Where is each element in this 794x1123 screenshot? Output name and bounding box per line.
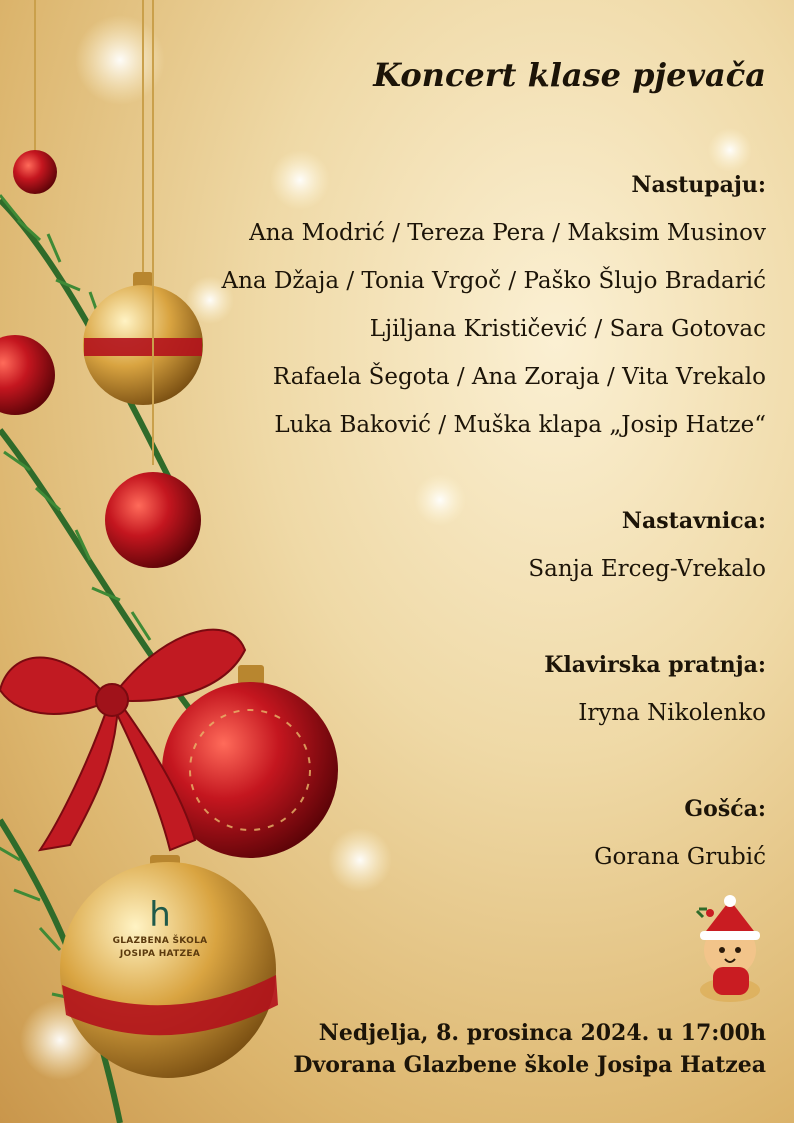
school-logo (80, 895, 240, 961)
logo-mark: h (149, 895, 171, 935)
event-date-time: Nedjelja, 8. prosinca 2024. u 17:00h (318, 1020, 766, 1046)
teacher-heading: Nastavnica: (621, 508, 766, 534)
guest-name: Gorana Grubić (594, 844, 766, 870)
performers-line: Ana Modrić / Tereza Pera / Maksim Musinov (249, 220, 766, 246)
performers-line: Rafaela Šegota / Ana Zoraja / Vita Vrekalo (272, 364, 766, 390)
santa-cat-icon (697, 895, 760, 1002)
event-venue: Dvorana Glazbene škole Josipa Hatzea (293, 1052, 766, 1078)
logo-line-1: GLAZBENA ŠKOLA (112, 936, 208, 946)
piano-name: Iryna Nikolenko (578, 700, 766, 726)
performers-heading: Nastupaju: (631, 172, 766, 198)
performers-line: Ana Džaja / Tonia Vrgoč / Paško Šlujo Bradarić (221, 268, 766, 294)
performers-line: Ljiljana Krističević / Sara Gotovac (369, 316, 766, 342)
teacher-name: Sanja Erceg-Vrekalo (528, 556, 766, 582)
piano-heading: Klavirska pratnja: (544, 652, 766, 678)
guest-heading: Gošća: (684, 796, 766, 822)
performers-line: Luka Baković / Muška klapa „Josip Hatze“ (274, 412, 766, 438)
poster-title: Koncert klase pjevača (373, 56, 766, 94)
logo-line-2: JOSIPA HATZEA (119, 949, 201, 959)
